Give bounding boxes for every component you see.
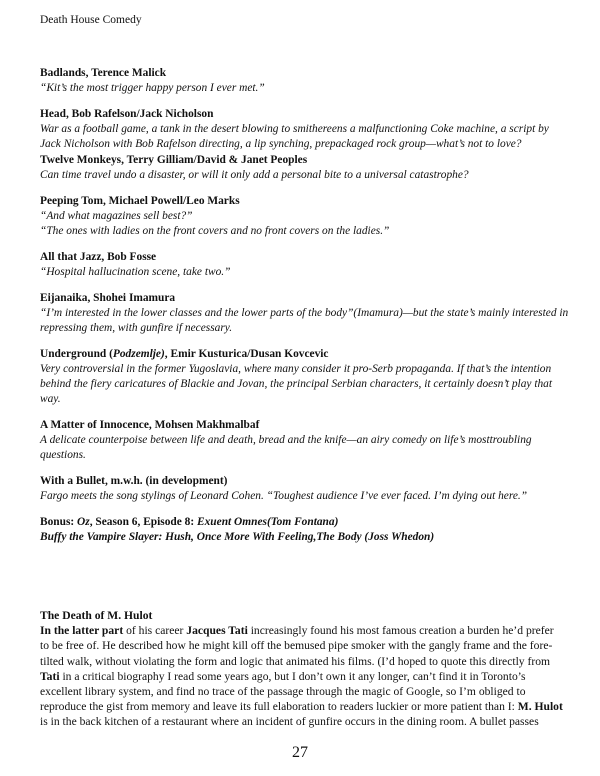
bonus-show: Oz — [77, 516, 90, 528]
essay-title: The Death of M. Hulot — [40, 609, 153, 622]
film-description: Fargo meets the song stylings of Leonard Cohen. “Toughest audience I’ve ever faced. I’m dying out here.” — [40, 490, 528, 502]
bonus-label: Bonus: — [40, 516, 78, 528]
film-title: Eijanaika, Shohei Imamura — [40, 292, 176, 304]
film-title-part: Underground ( — [40, 348, 113, 360]
running-header: Death House Comedy — [40, 14, 142, 26]
film-entry — [40, 347, 570, 407]
film-description: War as a football game, a tank in the desert blowing to smithereens a malfunctioning Coke machine, a script by Jack Nicholson with Bob Rafelson directing, a lip synching, prepackaged rock group—what’s not to love? — [40, 123, 549, 150]
film-title-part: , Emir Kusturica/Dusan Kovcevic — [164, 348, 329, 360]
bonus-episode: , Season 6, Episode 8: — [89, 516, 198, 528]
film-entry — [40, 194, 570, 239]
film-title: Badlands, Terence Malick — [40, 67, 167, 79]
essay-text: increasingly found his most famous creation a burden he’d prefer to be free of. He described how he might kill off the bemused pipe smoker with the gangly frame and the fore-tilted walk, without violating the form and logic that animated his films. (I’d hoped to quote this directly from — [40, 624, 554, 668]
film-description: Very controversial in the former Yugoslavia, where many consider it pro-Serb propaganda. If that’s the intention behind the fiery caricatures of Blackie and Jovan, the principal Serbian characters, it certainly doesn’t play that way. — [40, 363, 553, 405]
film-entry — [40, 291, 570, 336]
film-entry — [40, 474, 570, 504]
film-title: All that Jazz, Bob Fosse — [40, 251, 157, 263]
essay-text: of his career — [123, 624, 187, 638]
film-entry — [40, 418, 570, 463]
film-title-italic: Podzemlje) — [112, 348, 165, 360]
film-entry — [40, 107, 570, 152]
film-title: Head, Bob Rafelson/Jack Nicholson — [40, 108, 214, 120]
bonus-entry — [40, 515, 570, 545]
essay-bold: M. Hulot — [517, 700, 563, 714]
film-description: A delicate counterpoise between life and death, bread and the knife—an airy comedy on life’s mosttroubling questions. — [40, 434, 532, 461]
film-entry — [40, 153, 570, 183]
film-title: Twelve Monkeys, Terry Gilliam/David & Janet Peoples — [40, 154, 308, 166]
film-title: With a Bullet, m.w.h. (in development) — [40, 475, 228, 487]
page-number: 27 — [292, 744, 308, 761]
essay-text: in a critical biography I read some years ago, but I don’t own it any longer, can’t find it in Toronto’s excellent library system, and find no trace of the passage through the magic of Google, so I’m obliged to reproduce the gist from memory and leave its full elaboration to readers luckier or more patient than I: — [40, 669, 526, 714]
film-quote: “And what magazines sell best?” — [40, 210, 193, 222]
film-description: “I’m interested in the lower classes and the lower parts of the body”(Imamura)—but the state’s mainly interested in repressing them, with gunfire if necessary. — [40, 307, 569, 334]
film-entry — [40, 66, 570, 96]
essay-bold: Tati — [40, 669, 60, 683]
essay-paragraph — [40, 623, 565, 729]
bonus-line-buffy: Buffy the Vampire Slayer: Hush, Once More With Feeling,The Body (Joss Whedon) — [40, 531, 435, 543]
film-description: “Hospital hallucination scene, take two.” — [40, 266, 231, 278]
film-title: Peeping Tom, Michael Powell/Leo Marks — [40, 195, 240, 207]
bonus-episode-title: Exuent Omnes(Tom Fontana) — [197, 516, 339, 528]
essay-bold: In the latter part — [40, 624, 124, 638]
film-title: A Matter of Innocence, Mohsen Makhmalbaf — [40, 419, 260, 431]
film-quote: “The ones with ladies on the front covers and no front covers on the ladies.” — [40, 225, 390, 237]
film-description: “Kit’s the most trigger happy person I ever met.” — [40, 82, 265, 94]
film-description: Can time travel undo a disaster, or will it only add a personal bite to a universal catastrophe? — [40, 169, 469, 181]
bonus-line-oz — [40, 515, 570, 530]
film-list — [40, 66, 570, 545]
essay-text: is in the back kitchen of a restaurant where an incident of gunfire occurs in the dining room. A bullet passes — [40, 715, 539, 729]
essay-bold: Jacques Tati — [186, 624, 248, 638]
film-title — [40, 347, 570, 362]
film-entry — [40, 250, 570, 280]
essay-section — [40, 608, 565, 730]
